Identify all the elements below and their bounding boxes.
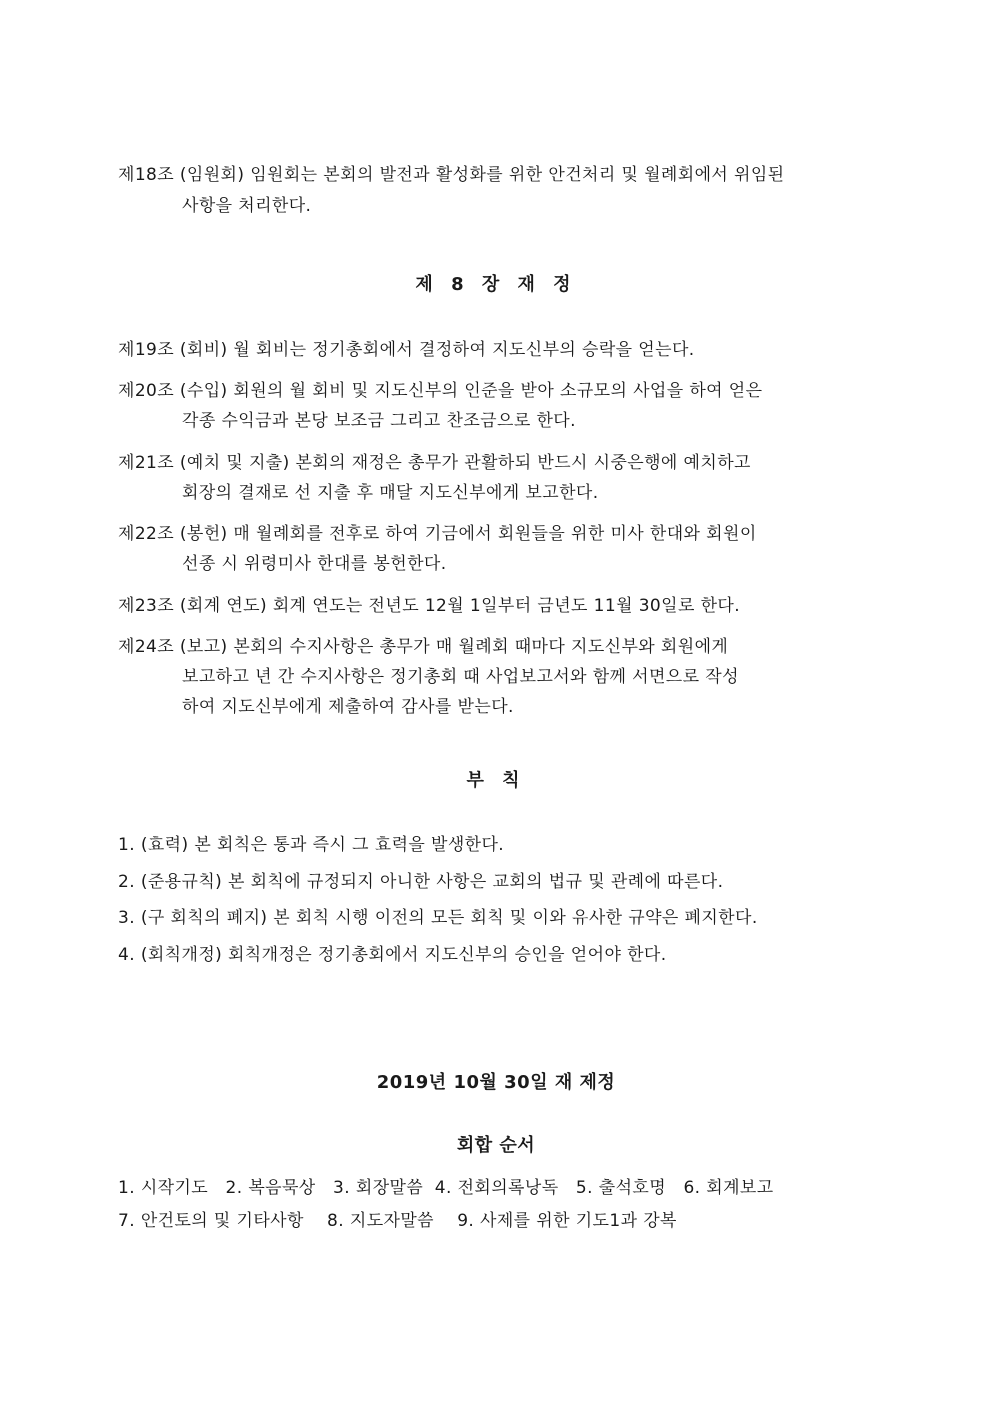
article-20-line-1: 제20조 (수입) 회원의 월 회비 및 지도신부의 인준을 받아 소규모의 사업을 하여 얻은 [118,381,763,401]
article-20-line-2: 각종 수익금과 본당 보조금 그리고 찬조금으로 한다. [182,411,576,431]
article-18-line-2: 사항을 처리한다. [182,196,312,216]
meeting-order-line-1: 1. 시작기도 2. 복음묵상 3. 회장말씀 4. 전회의록낭독 5. 출석호명 6. 회계보고 [118,1178,774,1198]
supplementary-item-4: 4. (회칙개정) 회칙개정은 정기총회에서 지도신부의 승인을 얻어야 한다. [118,945,667,965]
supplementary-title: 부 칙 [466,770,526,791]
article-22-line-2: 선종 시 위령미사 한대를 봉헌한다. [182,554,447,574]
article-18-line-1: 제18조 (임원회) 임원회는 본회의 발전과 활성화를 위한 안건처리 및 월례회에서 위임된 [118,165,785,185]
supplementary-item-1: 1. (효력) 본 회칙은 통과 즉시 그 효력을 발생한다. [118,835,505,855]
article-23-line-1: 제23조 (회계 연도) 회계 연도는 전년도 12월 1일부터 금년도 11월 30일로 한다. [118,596,741,616]
chapter-8-title: 제 8 장 재 정 [415,274,577,295]
supplementary-item-3: 3. (구 회칙의 폐지) 본 회칙 시행 이전의 모든 회칙 및 이와 유사한 규약은 폐지한다. [118,908,758,928]
article-24-line-1: 제24조 (보고) 본회의 수지사항은 총무가 매 월례회 때마다 지도신부와 회원에게 [118,637,729,657]
article-24-line-3: 하여 지도신부에게 제출하여 감사를 받는다. [182,697,514,717]
article-21-line-1: 제21조 (예치 및 지출) 본회의 재정은 총무가 관활하되 반드시 시중은행에 예치하고 [118,453,751,473]
meeting-order-title: 회합 순서 [456,1135,536,1156]
meeting-order-line-2: 7. 안건토의 및 기타사항 8. 지도자말씀 9. 사제를 위한 기도1과 강복 [118,1211,677,1231]
reenactment-date: 2019년 10월 30일 재 제정 [376,1072,616,1093]
article-19-line-1: 제19조 (회비) 월 회비는 정기총회에서 결정하여 지도신부의 승락을 얻는다. [118,340,695,360]
article-22-line-1: 제22조 (봉헌) 매 월례회를 전후로 하여 기금에서 회원들을 위한 미사 한대와 회원이 [118,524,757,544]
supplementary-item-2: 2. (준용규칙) 본 회칙에 규정되지 아니한 사항은 교회의 법규 및 관례에 따른다. [118,872,724,892]
article-21-line-2: 회장의 결재로 선 지출 후 매달 지도신부에게 보고한다. [182,483,599,503]
article-24-line-2: 보고하고 년 간 수지사항은 정기총회 때 사업보고서와 함께 서면으로 작성 [182,667,739,687]
